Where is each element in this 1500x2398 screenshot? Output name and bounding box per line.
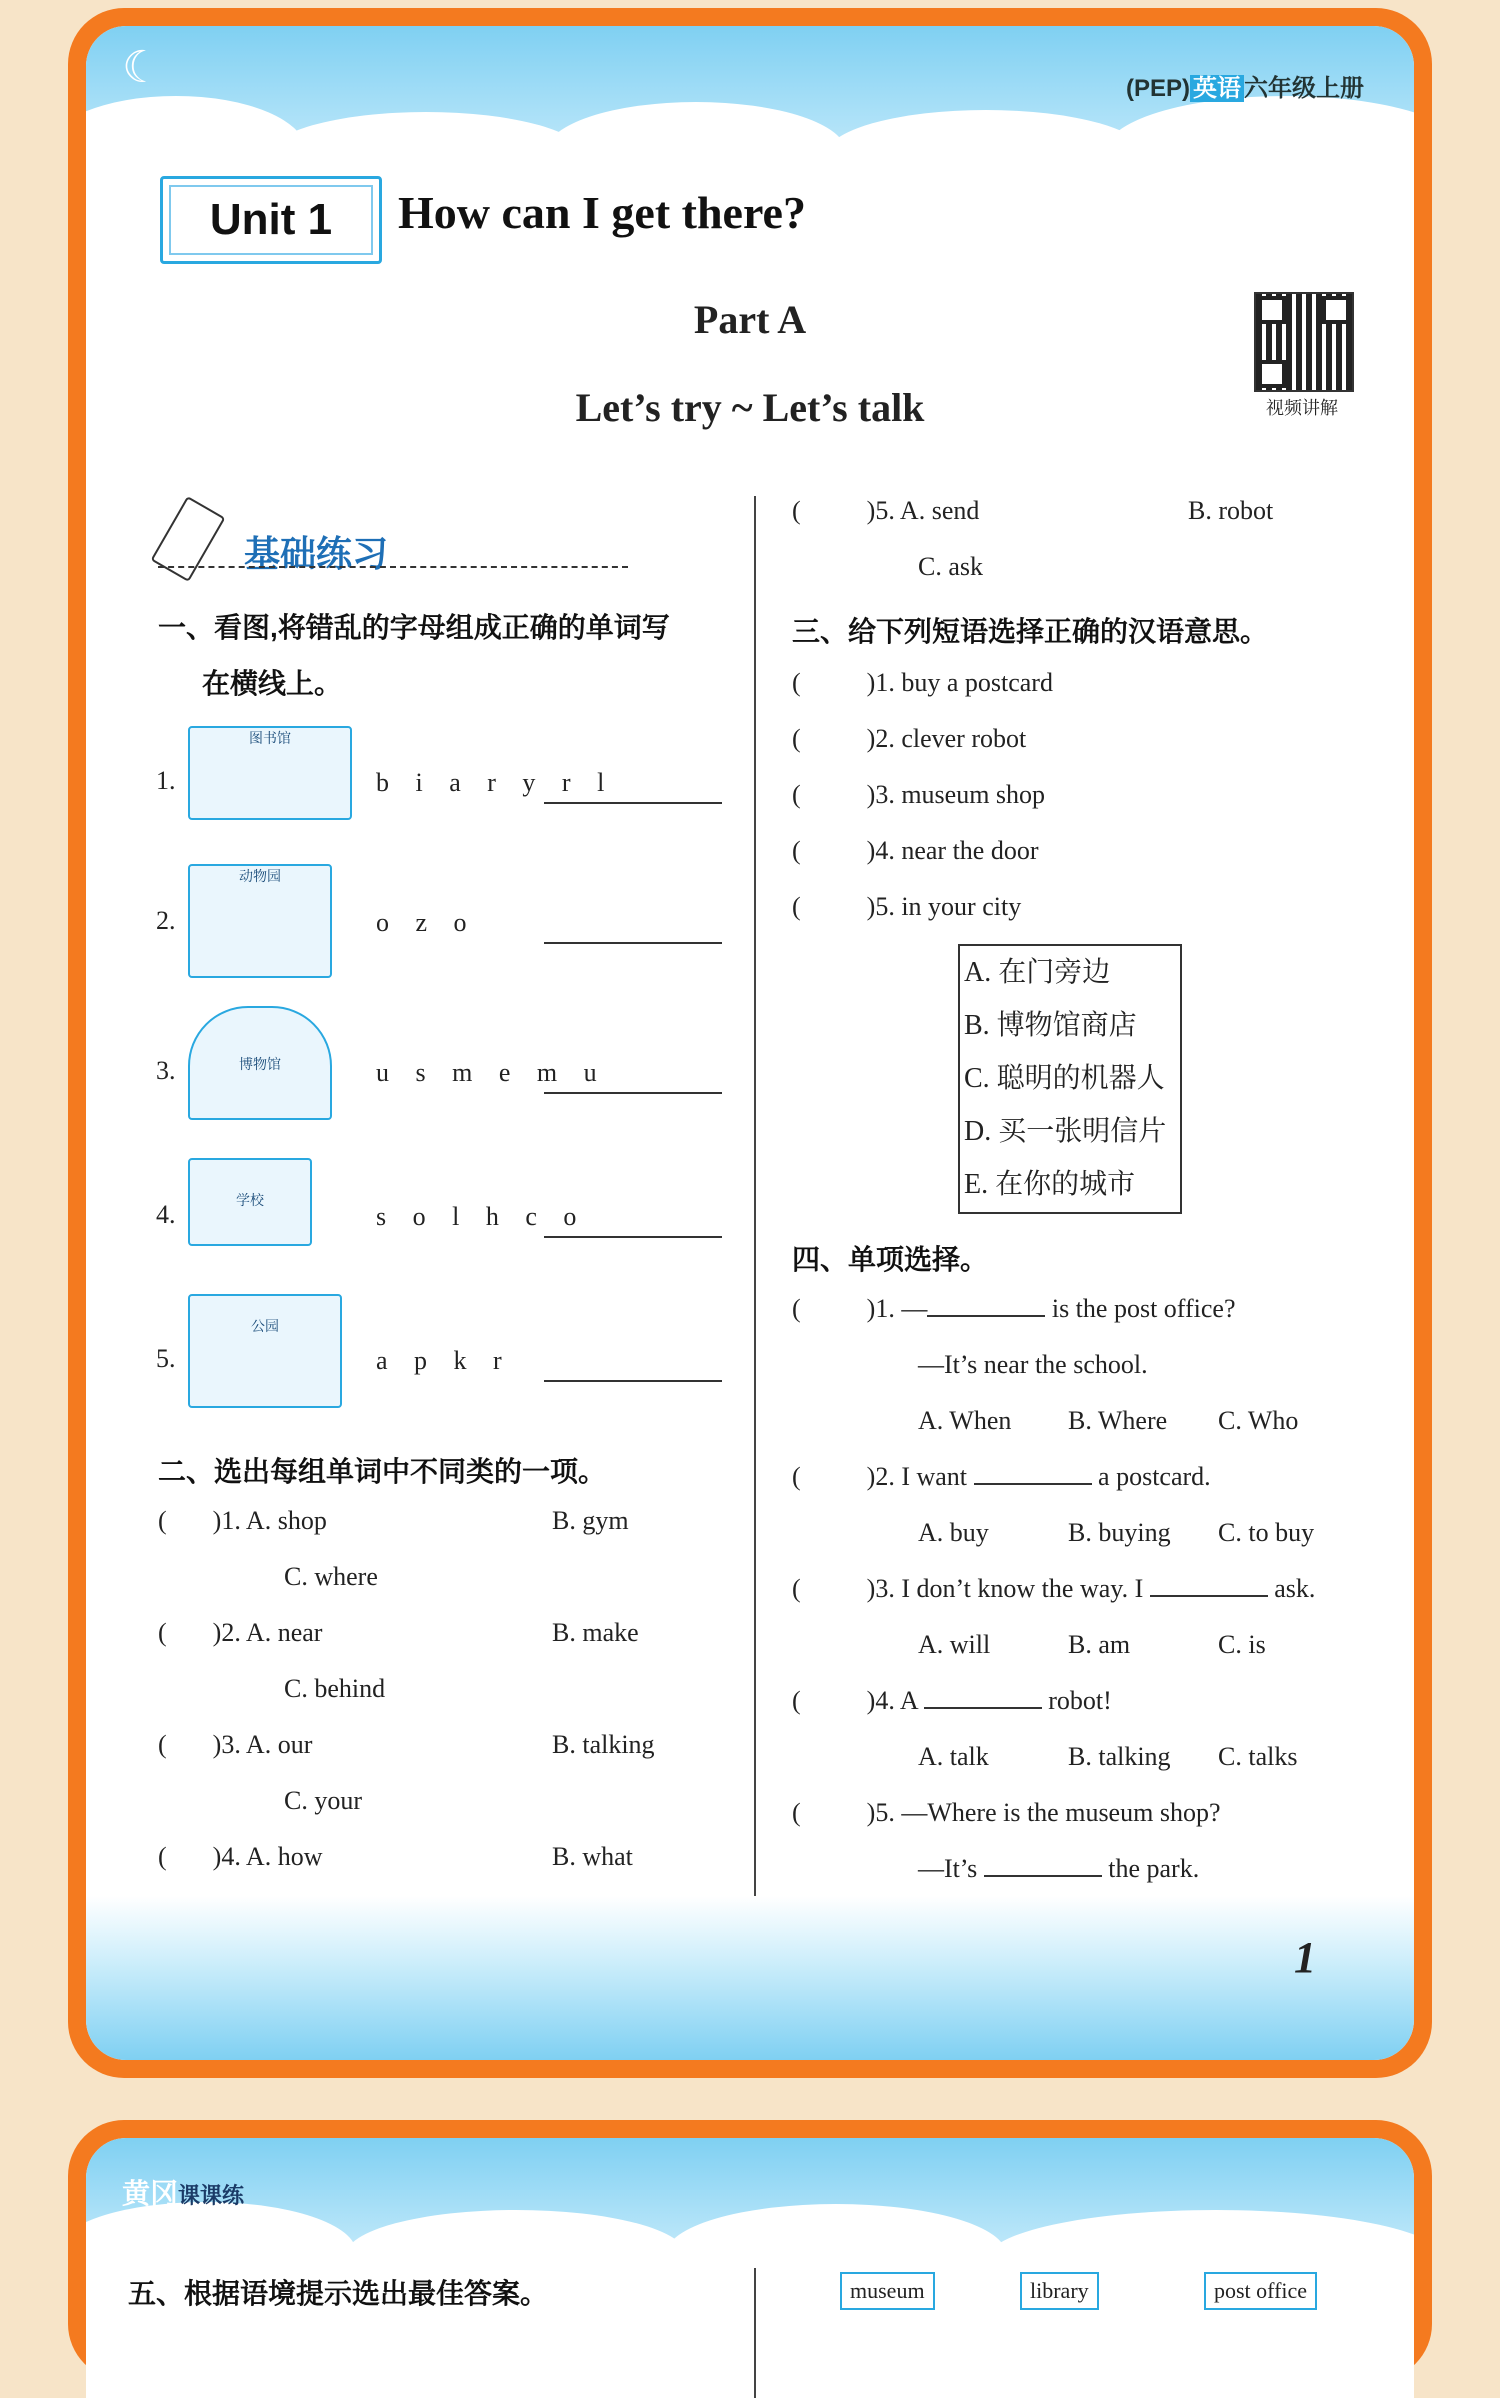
next-page-column-divider	[754, 2268, 756, 2398]
tag-museum: museum	[840, 2272, 935, 2310]
s1-item-2-num: 2.	[156, 906, 176, 935]
s4-q4-b: B. talking	[1068, 1742, 1171, 1771]
s2-item-3: ( )3. A. our	[158, 1730, 313, 1759]
s2-item-3-c: C. your	[284, 1786, 362, 1815]
s2-item-4-b: B. what	[552, 1842, 633, 1871]
s1-item-1-letters: b i a r y r l	[376, 768, 615, 797]
s4-q2-a: A. buy	[918, 1518, 989, 1547]
zoo-picture: 动物园	[188, 864, 332, 978]
s1-item-3-letters: u s m e m u	[376, 1058, 607, 1087]
s2-item-1: ( )1. A. shop	[158, 1506, 327, 1535]
lesson-title: Let’s try ~ Let’s talk	[575, 385, 925, 430]
s3-option-d: D. 买一张明信片	[964, 1116, 1167, 1147]
qr-code-icon[interactable]	[1254, 292, 1354, 392]
s4-q3: ( )3. I don’t know the way. I ask.	[792, 1574, 1316, 1603]
subject-label: 英语	[1190, 75, 1244, 102]
next-page-sky	[86, 2138, 1414, 2248]
s1-item-4-answer-blank[interactable]	[544, 1236, 722, 1238]
section1-title: 一、看图,将错乱的字母组成正确的单词写	[158, 612, 670, 643]
tag-post-office: post office	[1204, 2272, 1317, 2310]
s4-q4-c: C. talks	[1218, 1742, 1298, 1771]
school-picture: 学校	[188, 1158, 312, 1246]
basics-divider	[158, 566, 628, 570]
s3-option-a: A. 在门旁边	[964, 957, 1111, 988]
s4-q3-b: B. am	[1068, 1630, 1131, 1659]
s2-item-2-b: B. make	[552, 1618, 639, 1647]
park-picture: 公园	[188, 1294, 342, 1408]
s4-q5: ( )5. —Where is the museum shop?	[792, 1798, 1221, 1827]
s4-q1: ( )1. — is the post office?	[792, 1294, 1236, 1323]
unit-label: Unit 1	[169, 185, 373, 255]
s3-option-c: C. 聪明的机器人	[964, 1063, 1165, 1094]
s1-item-2-answer-blank[interactable]	[544, 942, 722, 944]
s2-item-2-c: C. behind	[284, 1674, 386, 1703]
s4-q3-a: A. will	[918, 1630, 991, 1659]
s1-item-5-num: 5.	[156, 1344, 176, 1373]
footer-hills	[86, 1896, 1414, 2060]
next-page	[86, 2138, 1414, 2398]
s4-q1-blank[interactable]	[927, 1315, 1045, 1317]
museum-picture: 博物馆	[188, 1006, 332, 1120]
s2-item-5: ( )5. A. send	[792, 496, 980, 525]
s1-item-5-answer-blank[interactable]	[544, 1380, 722, 1382]
s2-item-5-c: C. ask	[918, 552, 983, 581]
unit-title: How can I get there?	[398, 187, 806, 238]
unit-label-box	[160, 176, 382, 264]
s3-item-1: ( )1. buy a postcard	[792, 668, 1053, 697]
section5-title: 五、根据语境提示选出最佳答案。	[128, 2278, 549, 2309]
s1-item-5-letters: a p k r	[376, 1346, 512, 1375]
s4-q4-blank[interactable]	[924, 1707, 1042, 1709]
s1-item-1-num: 1.	[156, 766, 176, 795]
s3-options-box	[958, 944, 1182, 1214]
s4-q5-line2: —It’s the park.	[918, 1854, 1200, 1883]
s3-item-2: ( )2. clever robot	[792, 724, 1027, 753]
s4-q1-b: B. Where	[1068, 1406, 1168, 1435]
s3-option-b: B. 博物馆商店	[964, 1010, 1137, 1041]
s4-q2-c: C. to buy	[1218, 1518, 1315, 1547]
s4-q3-c: C. is	[1218, 1630, 1266, 1659]
s3-option-e: E. 在你的城市	[964, 1169, 1136, 1200]
s1-item-1-answer-blank[interactable]	[544, 802, 722, 804]
s1-item-3-answer-blank[interactable]	[544, 1092, 722, 1094]
book-title: (PEP) 英语 六年级上册	[1125, 75, 1364, 102]
basics-title: 基础练习	[244, 533, 389, 574]
s4-q1-a: A. When	[918, 1406, 1012, 1435]
moon-icon: ☾	[122, 43, 162, 92]
s2-item-3-b: B. talking	[552, 1730, 655, 1759]
s4-q4-a: A. talk	[918, 1742, 989, 1771]
s4-q4: ( )4. A robot!	[792, 1686, 1112, 1715]
page-number: 1	[1294, 1933, 1316, 1982]
s2-item-4: ( )4. A. how	[158, 1842, 323, 1871]
section1-title-cont: 在横线上。	[202, 668, 343, 699]
s1-item-4-num: 4.	[156, 1200, 176, 1229]
s1-item-4-letters: s o l h c o	[376, 1202, 587, 1231]
part-title: Part A	[693, 297, 807, 342]
s1-item-2-letters: o z o	[376, 908, 477, 937]
s4-q2: ( )2. I want a postcard.	[792, 1462, 1211, 1491]
section3-title: 三、给下列短语选择正确的汉语意思。	[792, 616, 1269, 647]
s4-q2-blank[interactable]	[974, 1483, 1092, 1485]
section4-title: 四、单项选择。	[792, 1244, 989, 1275]
tag-library: library	[1020, 2272, 1099, 2310]
column-divider	[754, 496, 756, 1936]
s1-item-3-num: 3.	[156, 1056, 176, 1085]
s4-q2-b: B. buying	[1068, 1518, 1171, 1547]
s2-item-1-b: B. gym	[552, 1506, 629, 1535]
s4-q3-blank[interactable]	[1150, 1595, 1268, 1597]
s3-item-4: ( )4. near the door	[792, 836, 1039, 865]
worksheet-page	[86, 26, 1414, 2060]
s3-item-5: ( )5. in your city	[792, 892, 1022, 921]
s3-item-3: ( )3. museum shop	[792, 780, 1046, 809]
s4-q1-line2: —It’s near the school.	[918, 1350, 1148, 1379]
s2-item-5-b: B. robot	[1188, 496, 1274, 525]
s2-item-1-c: C. where	[284, 1562, 378, 1591]
library-picture: 图书馆	[188, 726, 352, 820]
s4-q5-blank[interactable]	[984, 1875, 1102, 1877]
next-page-frame	[68, 2120, 1432, 2380]
s4-q1-c: C. Who	[1218, 1406, 1299, 1435]
brand-logo: 黄冈课课练	[122, 2178, 245, 2209]
section2-title: 二、选出每组单词中不同类的一项。	[158, 1456, 607, 1487]
qr-label: 视频讲解	[1266, 398, 1338, 418]
page-frame	[68, 8, 1432, 2078]
s2-item-2: ( )2. A. near	[158, 1618, 323, 1647]
